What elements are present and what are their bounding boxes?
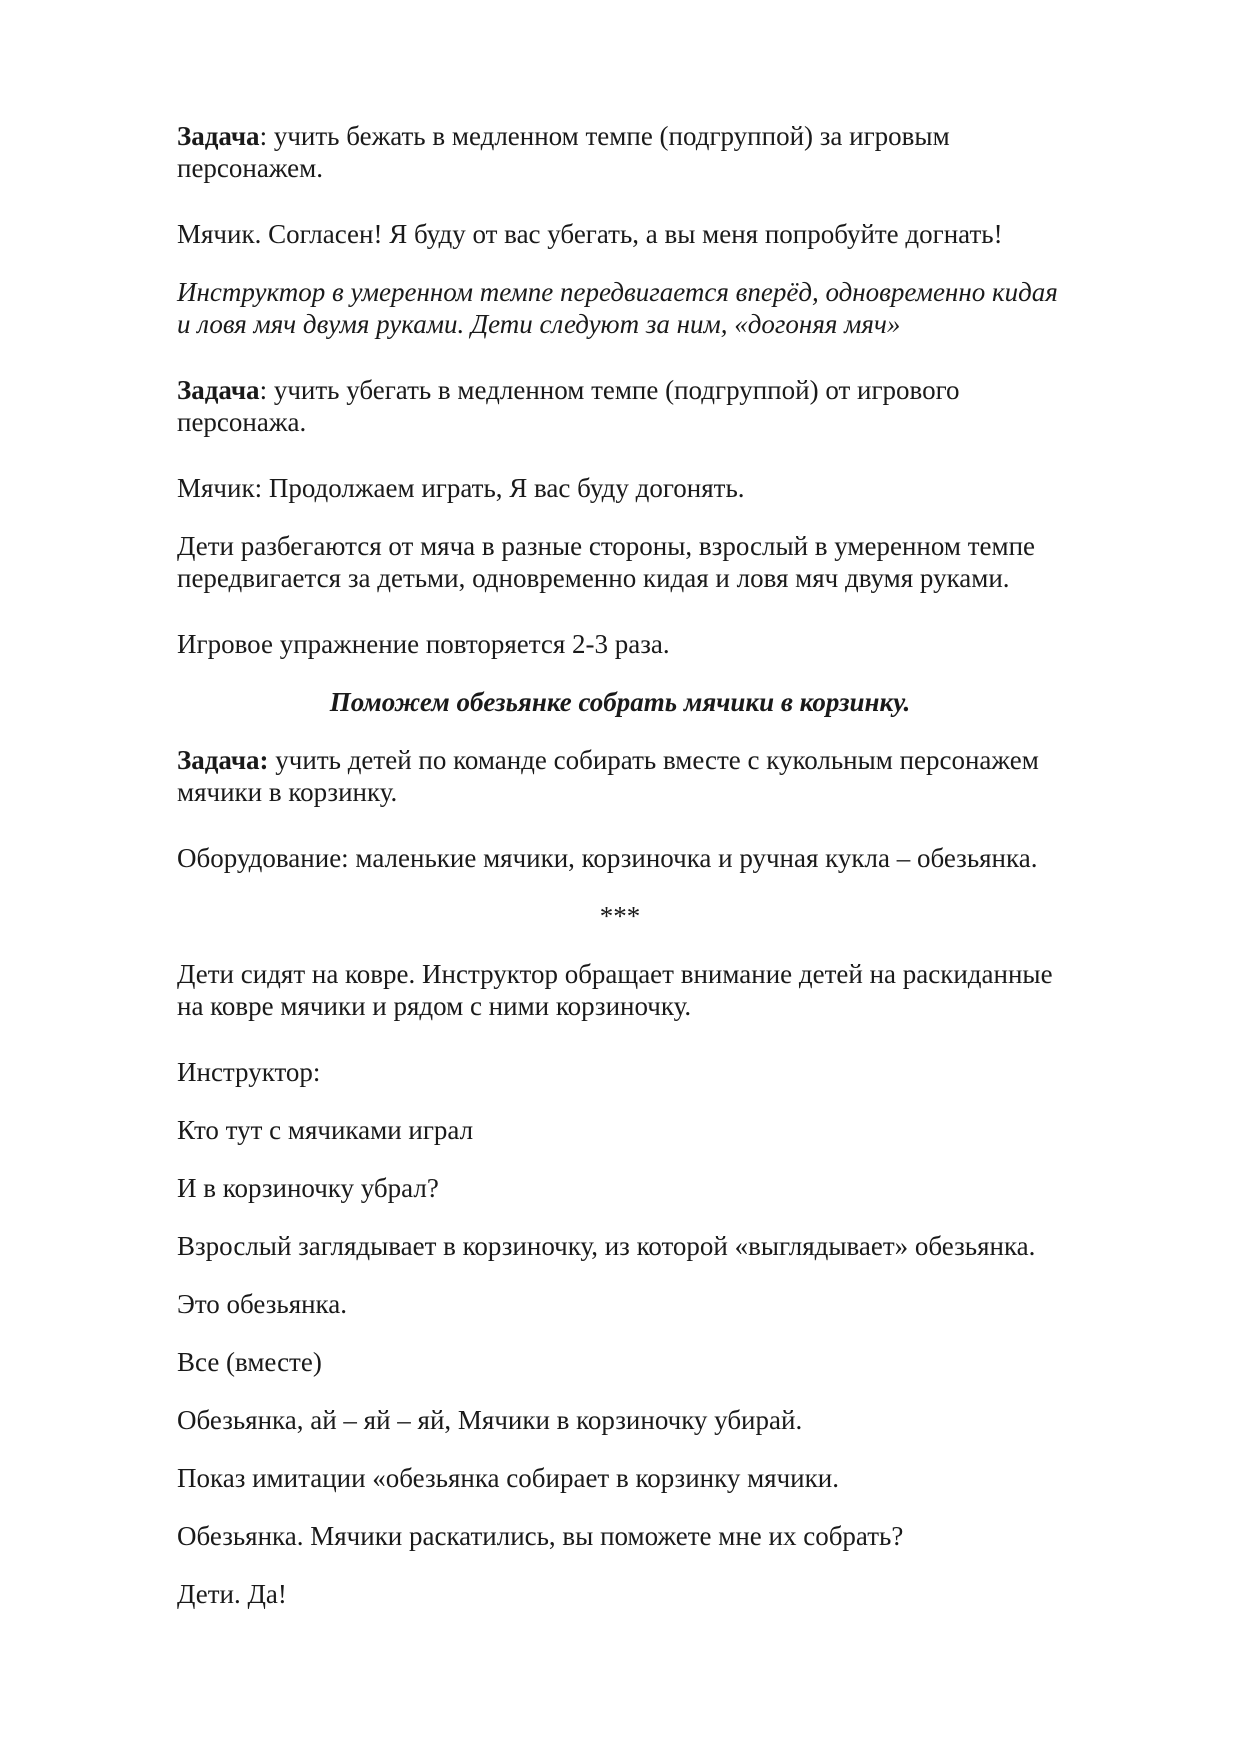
verse-line: И в корзиночку убрал? xyxy=(177,1173,439,1203)
dialogue-line: Мячик: Продолжаем играть, Я вас буду догонять. xyxy=(177,473,745,503)
task-label: Задача xyxy=(177,121,260,151)
verse-line: Обезьянка, ай – яй – яй, Мячики в корзиночку убирай. xyxy=(177,1405,803,1435)
task-text: учить детей по команде собирать вместе с кукольным персонажем xyxy=(268,745,1039,775)
task-text-continued: персонажем. xyxy=(177,153,323,183)
task-label: Задача xyxy=(177,375,260,405)
speaker-label: Все (вместе) xyxy=(177,1347,322,1377)
description-paragraph xyxy=(177,530,1137,594)
stage-direction-line: Инструктор в умеренном темпе передвигается вперёд, одновременно кидая xyxy=(177,277,1058,307)
task-text: : учить убегать в медленном темпе (подгруппой) от игрового xyxy=(259,375,960,405)
intro-line: на ковре мячики и рядом с ними корзиночку. xyxy=(177,991,692,1021)
dialogue-line: Дети. Да! xyxy=(177,1579,287,1609)
section-heading: Поможем обезьянке собрать мячики в корзинку. xyxy=(329,687,911,717)
description-line: Взрослый заглядывает в корзиночку, из которой «выглядывает» обезьянка. xyxy=(177,1231,1036,1261)
verse-line: Это обезьянка. xyxy=(177,1289,348,1319)
speaker-label: Инструктор: xyxy=(177,1057,321,1087)
task-label: Задача: xyxy=(177,745,269,775)
intro-line: Дети сидят на ковре. Инструктор обращает внимание детей на раскиданные xyxy=(177,959,1053,989)
dialogue-line: Мячик. Согласен! Я буду от вас убегать, а вы меня попробуйте догнать! xyxy=(177,219,1003,249)
separator: *** xyxy=(599,901,641,931)
stage-direction-paragraph xyxy=(177,276,1137,340)
description-line: передвигается за детьми, одновременно кидая и ловя мяч двумя руками. xyxy=(177,563,1010,593)
stage-direction-line: и ловя мяч двумя руками. Дети следуют за ним, «догоняя мяч» xyxy=(177,309,901,339)
dialogue-line: Обезьянка. Мячики раскатились, вы поможете мне их собрать? xyxy=(177,1521,904,1551)
task-paragraph-3 xyxy=(177,744,1137,808)
equipment-line: Оборудование: маленькие мячики, корзиночка и ручная кукла – обезьянка. xyxy=(177,843,1038,873)
description-line: Показ имитации «обезьянка собирает в корзинку мячики. xyxy=(177,1463,839,1493)
task-text-continued: персонажа. xyxy=(177,407,307,437)
task-text: : учить бежать в медленном темпе (подгруппой) за игровым xyxy=(259,121,950,151)
intro-paragraph xyxy=(177,958,1137,1022)
task-paragraph-1 xyxy=(177,120,1137,184)
repeat-note: Игровое упражнение повторяется 2-3 раза. xyxy=(177,629,670,659)
description-line: Дети разбегаются от мяча в разные стороны, взрослый в умеренном темпе xyxy=(177,531,1036,561)
task-text-continued: мячики в корзинку. xyxy=(177,777,398,807)
task-paragraph-2 xyxy=(177,374,1137,438)
verse-line: Кто тут с мячиками играл xyxy=(177,1115,474,1145)
